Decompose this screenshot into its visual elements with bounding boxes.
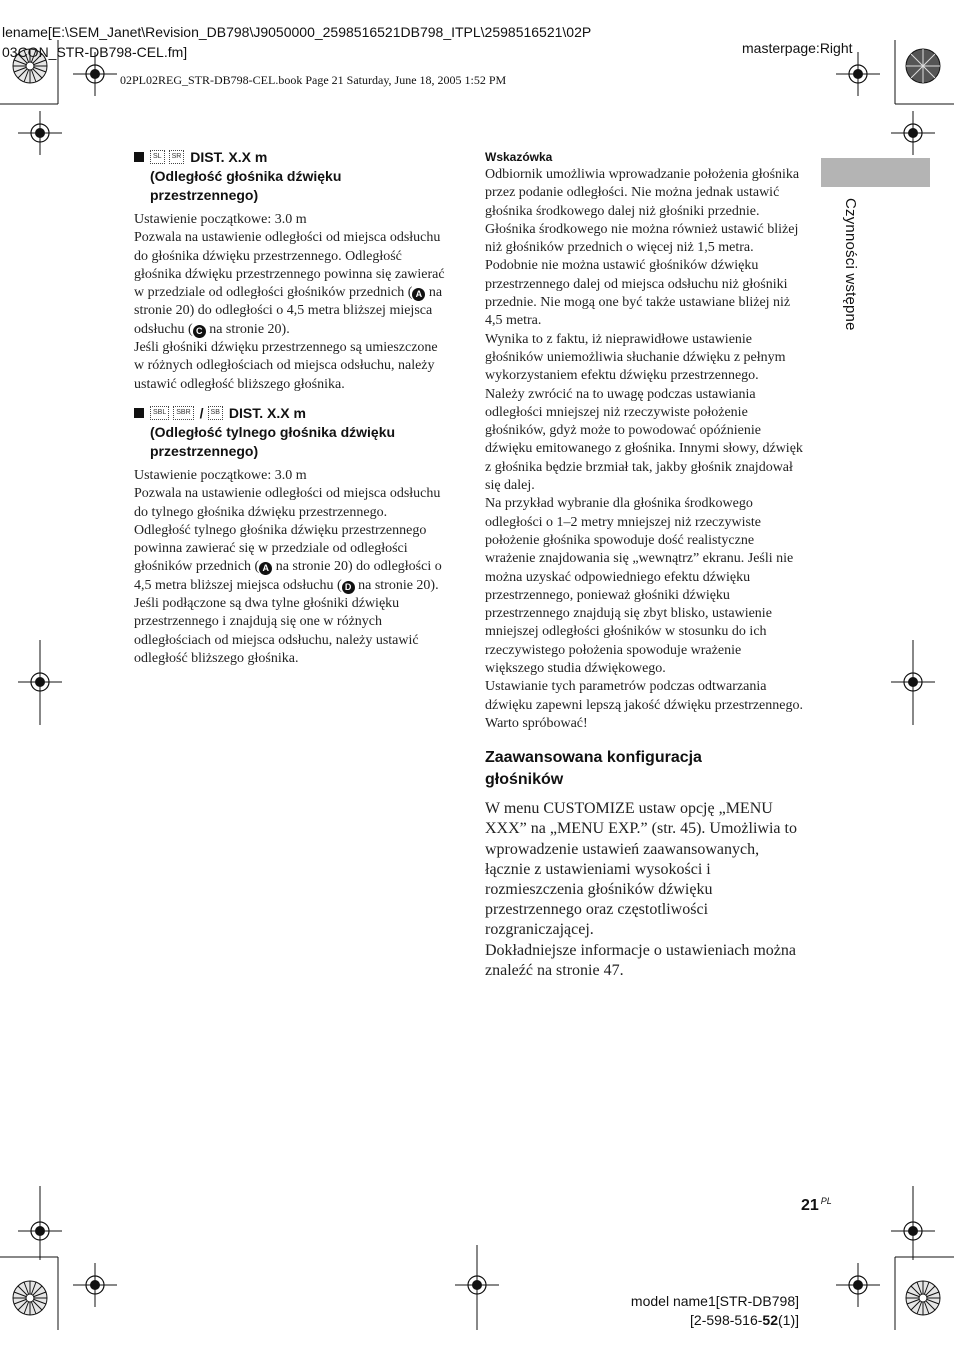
section-subtitle: (Odległość głośnika dźwięku bbox=[150, 168, 342, 184]
speaker-sbl-icon: SBL bbox=[150, 406, 169, 420]
marker-a-icon: A bbox=[412, 288, 425, 301]
file-path-line-1: lename[E:\SEM_Janet\Revision_DB798\J9050000_2598516521DB798_ITPL\2598516521\02P bbox=[2, 24, 592, 40]
marker-d-icon: D bbox=[342, 581, 355, 594]
tip-paragraph: Odbiornik umożliwia wprowadzanie położenia głośnika przez podanie odległości. Nie można jednak ustawić głośnika środkowego dalej niż głośniki przednie. Głośnika środkowego nie można również ustawić bliżej niż głośników przednich o więcej niż 1,5 metra. bbox=[485, 167, 800, 256]
tip-paragraph: Na przykład wybranie dla głośnika środkowego odległości o 1–2 metry mniejszej niż rzeczywiste położenie głośnika spowoduje dość realistyczne wrażenie znajdowania się „wewnątrz” ekranu. Jeśli nie można uzyskać odpowiedniego efektu dźwięku przestrzennego, ponieważ głośniki dźwięku przestrzennego znajdują się zbyt blisko, ustawienie mniejszej odległości głośników w stosunku do ich rzeczywistego położenia spowoduje wrażenie większego studia dźwiękowego. bbox=[485, 496, 794, 677]
initial-setting-text: Ustawienie początkowe: 3.0 m bbox=[134, 212, 307, 227]
square-bullet-icon bbox=[134, 408, 144, 418]
speaker-sbr-icon: SBR bbox=[173, 406, 193, 420]
description-paragraph: Jeśli podłączone są dwa tylne głośniki dźwięku przestrzennego i znajdują się one w różnych odległościach od miejsca odsłuchu, należy ustawić odległość bliższego głośnika. bbox=[134, 596, 419, 666]
section-subtitle: przestrzennego) bbox=[150, 187, 259, 203]
section-surround-distance-heading bbox=[134, 148, 446, 205]
tip-paragraph: Wynika to z faktu, iż nieprawidłowe ustawienie głośników uniemożliwia słuchanie dźwięku z pełnym wykorzystaniem efektu dźwięku przestrzennego. bbox=[485, 331, 786, 384]
marker-a-icon: A bbox=[259, 562, 272, 575]
marker-c-icon: C bbox=[193, 325, 206, 338]
tip-paragraph: Należy zwrócić na to uwagę podczas ustawiania odległości mniejszej niż rzeczywiste położenie głośników, gdyż może to powodować opóźnienie dźwięku emitowanego z głośnika. Innymi słowy, dźwięk z głośnika będzie brzmiał tak, jakby głośnik znajdował się dalej. bbox=[485, 386, 803, 494]
tip-paragraph: Ustawianie tych parametrów podczas odtwarzania dźwięku zapewni lepszą jakość dźwięku przestrzennego. Warto spróbować! bbox=[485, 679, 803, 731]
file-path-header bbox=[2, 22, 702, 62]
tip-heading: Wskazówka bbox=[485, 150, 553, 164]
square-bullet-icon bbox=[134, 152, 144, 162]
initial-setting-text: Ustawienie początkowe: 3.0 m bbox=[134, 467, 307, 483]
description-paragraph: Pozwala na ustawienie odległości od miejsca odsłuchu do tylnego głośnika dźwięku przestrzennego. Odległość tylnego głośnika dźwięku przestrzennego powinna zawierać się w przedziale od odległości głośników przednich ( A na stronie 20) do odległości o 4,5 metra bliższej miejsca odsłuchu ( D na stronie 20). bbox=[134, 486, 442, 593]
body-paragraph: W menu CUSTOMIZE ustaw opcję „MENU XXX” na „MENU EXP.” (str. 45). Umożliwia to wprowadzenie ustawień zaawansowanych, łącznie z ustawieniami wysokości i rozmieszczenia głośników dźwięku przestrzennego oraz częstotliwości rozgraniczającej. bbox=[485, 800, 797, 939]
advanced-config-heading: Zaawansowana konfiguracja głośników bbox=[485, 749, 702, 789]
masterpage-label: masterpage:Right bbox=[742, 40, 853, 56]
page-number: 21 $^{PL}$ bbox=[801, 1196, 832, 1214]
speaker-sr-icon: SR bbox=[169, 150, 185, 164]
speaker-sl-icon: SL bbox=[150, 150, 165, 164]
section-rear-surround-distance-heading bbox=[134, 404, 446, 461]
tip-paragraph: Podobnie nie można ustawić głośników dźwięku przestrzennego dalej od miejsca odsłuchu niż głośniki przednie. Nie mogą one być także ustawiane bliżej niż 4,5 metra. bbox=[485, 258, 791, 329]
right-column bbox=[485, 148, 803, 981]
description-paragraph: Jeśli głośniki dźwięku przestrzennego są umieszczone w różnych odległościach od miejsca odsłuchu, należy ustawić odległość bliższego głośnika. bbox=[134, 340, 438, 392]
description-paragraph: Pozwala na ustawienie odległości od miejsca odsłuchu do głośnika dźwięku przestrzennego. Odległość głośnika dźwięku przestrzennego powinna się zawierać w przedziale od odległości głośników przednich ( A na stronie 20) do odległości o 4,5 metra bliższej miejsca odsłuchu ( C na stronie 20). bbox=[134, 230, 445, 337]
speaker-sb-icon: SB bbox=[208, 406, 223, 420]
body-paragraph: Dokładniejsze informacje o ustawieniach można znaleźć na stronie 47. bbox=[485, 941, 796, 979]
side-tab-label: Czynności wstępne bbox=[842, 198, 859, 331]
page-language-suffix: PL bbox=[820, 1196, 832, 1206]
section-subtitle: przestrzennego) bbox=[150, 442, 259, 459]
book-info-line: 02PL02REG_STR-DB798-CEL.book Page 21 Saturday, June 18, 2005 1:52 PM bbox=[120, 73, 507, 87]
side-tab-bar bbox=[821, 158, 930, 187]
section-title: DIST. X.X m bbox=[190, 149, 268, 165]
model-footer bbox=[560, 1292, 799, 1330]
file-path-line-2: 03CON_STR-DB798-CEL.fm] bbox=[2, 44, 188, 60]
icon-separator: / bbox=[199, 404, 204, 421]
footer-code-line: [2-598-516-52(1)] bbox=[690, 1312, 799, 1328]
section-title: DIST. X.X m bbox=[228, 404, 306, 421]
footer-model-line: model name1[STR-DB798] bbox=[630, 1293, 799, 1309]
left-column bbox=[134, 148, 446, 668]
section-subtitle: (Odległość tylnego głośnika dźwięku bbox=[150, 423, 396, 440]
